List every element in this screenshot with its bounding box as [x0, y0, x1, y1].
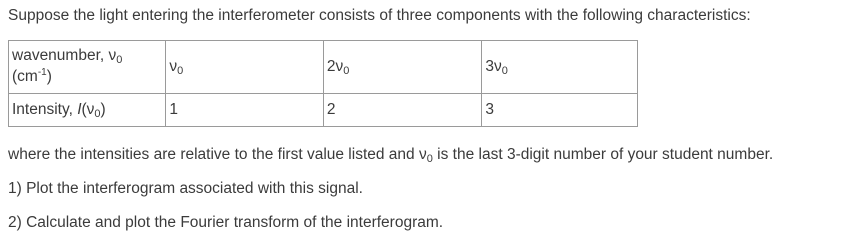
wavenumber-cell-2: [323, 41, 482, 94]
relative-intensity-note: [8, 146, 773, 164]
wavenumber-cell-3-prefix: 3: [485, 57, 494, 75]
wavenumber-cell-3-symbol: ν: [494, 57, 502, 75]
wavenumber-cell-2-prefix: 2: [326, 57, 336, 75]
note-text-start: where the intensities are relative to the first value listed and ν: [8, 146, 427, 163]
wavenumber-label-cell: [9, 41, 166, 94]
task-1: 1) Plot the interferogram associated with this signal.: [8, 180, 363, 197]
intensity-symbol: I: [77, 100, 82, 118]
intensity-cell-1: 1: [166, 94, 323, 127]
note-subscript: 0: [426, 153, 433, 165]
unit-superscript: -1: [37, 66, 47, 78]
components-table: [8, 40, 638, 127]
wavenumber-label-subscript: 0: [116, 53, 123, 66]
wavenumber-cell-2-symbol: ν: [335, 57, 344, 75]
wavenumber-label: wavenumber, ν: [12, 46, 117, 64]
problem-intro: Suppose the light entering the interferometer consists of three components with the following characteristics:: [8, 7, 751, 24]
unit-close: ): [46, 67, 52, 85]
note-text-end: is the last 3-digit number of your student number.: [432, 146, 774, 163]
intensity-arg-subscript: 0: [94, 107, 101, 120]
wavenumber-cell-3-subscript: 0: [501, 64, 508, 77]
wavenumber-cell-1-symbol: ν: [169, 57, 178, 75]
table-row-intensity: [9, 94, 638, 127]
wavenumber-cell-1-subscript: 0: [177, 64, 184, 77]
intensity-label: Intensity,: [12, 100, 78, 118]
task-2: 2) Calculate and plot the Fourier transform of the interferogram.: [8, 214, 444, 231]
wavenumber-cell-2-subscript: 0: [343, 64, 350, 77]
wavenumber-cell-3: [482, 41, 638, 94]
intensity-arg-open: (ν: [81, 100, 95, 118]
intensity-cell-2: 2: [323, 94, 482, 127]
intensity-label-cell: [9, 94, 166, 127]
intensity-cell-3: 3: [482, 94, 638, 127]
table-row-wavenumber: [9, 41, 638, 94]
intensity-arg-close: ): [100, 100, 106, 118]
wavenumber-cell-1: [166, 41, 323, 94]
unit-open: (cm: [12, 67, 38, 85]
